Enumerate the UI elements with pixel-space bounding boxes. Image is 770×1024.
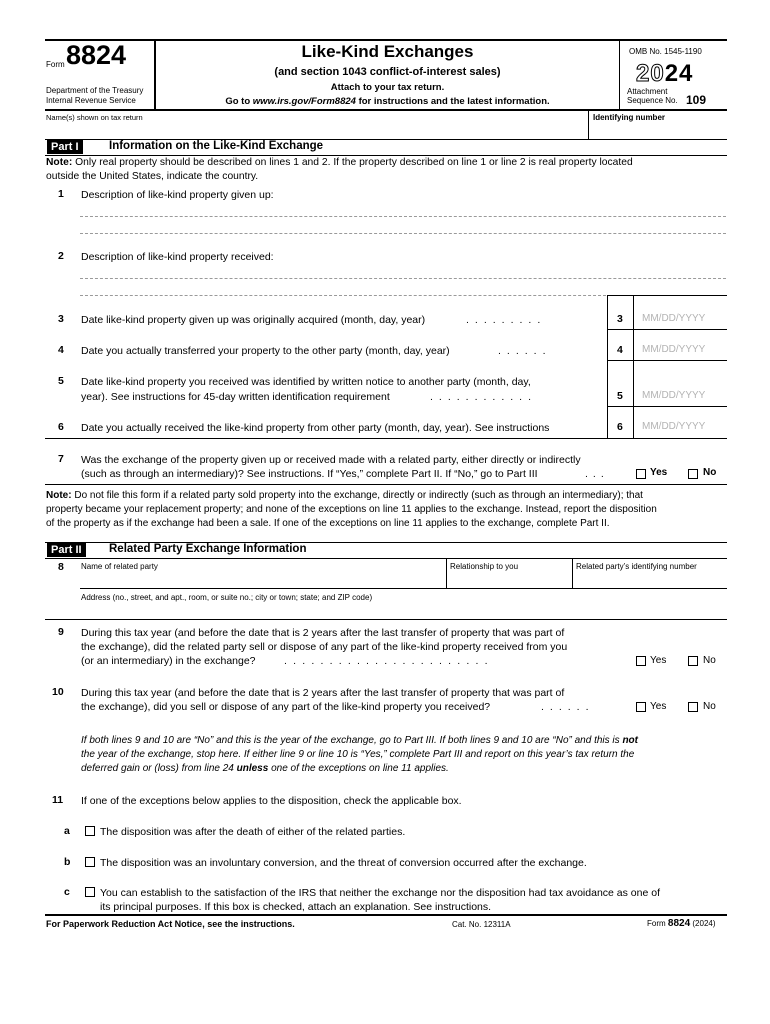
part2-instruction-3: deferred gain or (loss) from line 24 unless one of the exceptions on line 11 applies.	[81, 763, 449, 774]
part1-note2-line3: of the property as if the exchange had been a sale. If one of the exceptions on line 11 applies to the exchange, complete Part II.	[46, 518, 610, 529]
rule-line3-bottom	[607, 329, 727, 330]
names-label: Name(s) shown on tax return	[46, 113, 143, 122]
rule-top	[45, 39, 727, 41]
sequence-label: Sequence No.	[627, 96, 678, 105]
related-party-id-input[interactable]	[574, 573, 726, 587]
related-party-id-label: Related party’s identifying number	[576, 562, 697, 571]
line9-no-label: No	[703, 655, 716, 666]
line3-date-input[interactable]: MM/DD/YYYY	[642, 313, 706, 324]
tax-year-prefix: 20	[636, 60, 665, 87]
line1-number: 1	[58, 188, 64, 200]
date-column-left	[607, 295, 608, 438]
goto-instruction: Go to www.irs.gov/Form8824 for instructions and the latest information.	[225, 96, 550, 107]
line11b-text: The disposition was an involuntary conversion, and the threat of conversion occurred after the exchange.	[100, 857, 587, 869]
part1-title: Information on the Like-Kind Exchange	[109, 140, 324, 152]
form-number: 8824	[66, 40, 127, 70]
line9-number: 9	[58, 626, 64, 638]
line4-number: 4	[58, 344, 64, 356]
form-title: Like-Kind Exchanges	[301, 42, 474, 61]
line8-number: 8	[58, 561, 64, 573]
line5-number: 5	[58, 375, 64, 387]
line11c-checkbox[interactable]	[85, 887, 95, 897]
form-word: Form	[46, 60, 65, 69]
identifying-number-input[interactable]	[590, 122, 726, 138]
line11a-letter: a	[64, 825, 70, 837]
rule-line5-bottom	[607, 406, 727, 407]
part2-label: Part II	[47, 543, 86, 557]
line6-date-input[interactable]: MM/DD/YYYY	[642, 421, 706, 432]
relationship-input[interactable]	[448, 573, 570, 587]
line2-entry-1[interactable]	[80, 278, 726, 279]
related-party-name-label: Name of related party	[81, 562, 158, 571]
rule-header-bottom	[45, 109, 727, 111]
line7-leader: ...	[585, 468, 609, 480]
line4-date-input[interactable]: MM/DD/YYYY	[642, 344, 706, 355]
department: Department of the Treasury	[46, 86, 144, 95]
line6-number: 6	[58, 421, 64, 433]
line9-text-2: the exchange), did the related party sell or dispose of any part of the like-kind property received from you	[81, 641, 568, 653]
line7-no-label: No	[703, 467, 717, 478]
form-subtitle: (and section 1043 conflict-of-interest sales)	[274, 66, 501, 78]
rule-line3-top	[607, 295, 727, 296]
relationship-label: Relationship to you	[450, 562, 519, 571]
rule-line4-bottom	[607, 360, 727, 361]
line3-box-number: 3	[617, 313, 623, 325]
line10-yes-checkbox[interactable]	[636, 702, 646, 712]
footer-form-id: Form 8824 (2024)	[647, 918, 716, 929]
line8-divider-2	[572, 558, 573, 588]
line9-yes-label: Yes	[650, 655, 667, 666]
part1-note: Note: Only real property should be described on lines 1 and 2. If the property described on line 1 or line 2 is real property located	[46, 157, 633, 168]
line10-leader: ......	[541, 701, 595, 713]
line5-date-input[interactable]: MM/DD/YYYY	[642, 390, 706, 401]
line7-text-1: Was the exchange of the property given up or received made with a related party, either directly or indirectly	[81, 454, 581, 466]
line10-no-checkbox[interactable]	[688, 702, 698, 712]
line4-box-number: 4	[617, 344, 623, 356]
line7-no-checkbox[interactable]	[688, 469, 698, 479]
part2-instruction-2: the year of the exchange, stop here. If either line 9 or line 10 is “Yes,” complete Part III and report on this year’s tax return the	[81, 749, 635, 760]
line7-number: 7	[58, 453, 64, 465]
tax-year	[636, 60, 693, 88]
line4-text: Date you actually transferred your property to the other party (month, day, year)	[81, 345, 450, 357]
line3-number: 3	[58, 313, 64, 325]
line3-text: Date like-kind property given up was originally acquired (month, day, year)	[81, 314, 426, 326]
line11b-checkbox[interactable]	[85, 857, 95, 867]
part1-note2-line1: Note: Do not file this form if a related party sold property into the exchange, directly or indirectly (such as through an intermediary); that	[46, 490, 643, 501]
line9-yes-checkbox[interactable]	[636, 656, 646, 666]
line6-text: Date you actually received the like-kind property from other party (month, day, year). See instructions	[81, 422, 550, 434]
line6-box-number: 6	[617, 421, 623, 433]
attachment-label: Attachment	[627, 87, 668, 96]
header-divider-left	[154, 39, 156, 109]
line2-entry-2[interactable]	[80, 295, 606, 296]
line5-text-2: year). See instructions for 45-day written identification requirement	[81, 391, 390, 403]
line2-text: Description of like-kind property received:	[81, 251, 274, 263]
line3-leader: .........	[466, 314, 547, 326]
line10-text-2: the exchange), did you sell or dispose of any part of the like-kind property you received?	[81, 701, 491, 713]
line5-leader: ............	[430, 391, 538, 403]
address-label: Address (no., street, and apt., room, or suite no.; city or town; state; and ZIP code)	[81, 593, 373, 602]
line9-text-1: During this tax year (and before the date that is 2 years after the last transfer of property that was part of	[81, 627, 565, 639]
attach-instruction: Attach to your tax return.	[330, 82, 445, 93]
irs-url[interactable]: www.irs.gov/Form8824	[252, 96, 356, 107]
line11-text: If one of the exceptions below applies to the disposition, check the applicable box.	[81, 795, 462, 807]
line10-text-1: During this tax year (and before the date that is 2 years after the last transfer of property that was part of	[81, 687, 565, 699]
paperwork-notice: For Paperwork Reduction Act Notice, see the instructions.	[46, 919, 295, 929]
rule-footer	[45, 914, 727, 916]
header-divider-right	[619, 39, 620, 109]
line11a-text: The disposition was after the death of either of the related parties.	[100, 826, 406, 838]
line1-entry-2[interactable]	[80, 233, 726, 234]
rule-address-bottom	[45, 619, 727, 620]
line10-number: 10	[52, 686, 64, 698]
date-column-mid	[633, 295, 634, 438]
rule-line8-name-bottom	[80, 588, 727, 589]
line11c-letter: c	[64, 886, 70, 898]
line11-number: 11	[52, 794, 64, 806]
names-input[interactable]	[46, 122, 586, 138]
line9-text-3: (or an intermediary) in the exchange?	[81, 655, 256, 667]
rule-note2-top	[45, 484, 727, 485]
related-party-name-input[interactable]	[81, 573, 443, 587]
line7-yes-label: Yes	[650, 467, 668, 478]
address-input[interactable]	[81, 604, 726, 618]
names-divider	[588, 109, 589, 139]
rule-part2-title	[45, 558, 727, 559]
line1-text: Description of like-kind property given up:	[81, 189, 274, 201]
line10-yes-label: Yes	[650, 701, 667, 712]
part1-note2-line2: property became your replacement property; and none of the exceptions on line 11 applies to the exchange. Instead, report the disposition	[46, 504, 657, 515]
line9-leader: .......................	[284, 655, 494, 667]
part2-instruction-1: If both lines 9 and 10 are “No” and this is the year of the exchange, go to Part III. If both lines 9 and 10 are “No” and this is not	[81, 735, 638, 746]
line10-no-label: No	[703, 701, 716, 712]
line8-divider-1	[446, 558, 447, 588]
form-header	[0, 0, 770, 140]
part1-note-cont: outside the United States, indicate the country.	[46, 171, 259, 182]
line11a-checkbox[interactable]	[85, 826, 95, 836]
line7-yes-checkbox[interactable]	[636, 469, 646, 479]
line5-box-number: 5	[617, 390, 623, 402]
catalog-number: Cat. No. 12311A	[452, 920, 511, 929]
tax-year-suffix: 24	[664, 60, 694, 87]
line9-no-checkbox[interactable]	[688, 656, 698, 666]
line11b-letter: b	[64, 856, 71, 868]
line1-entry-1[interactable]	[80, 216, 726, 217]
line2-number: 2	[58, 250, 64, 262]
part1-label: Part I	[47, 140, 83, 154]
line7-text-2: (such as through an intermediary)? See instructions. If “Yes,” complete Part II. If “No,” go to Part III	[81, 468, 538, 480]
line11c-text-1: You can establish to the satisfaction of the IRS that neither the exchange nor the disposition had tax avoidance as one of	[100, 887, 660, 899]
line5-text-1: Date like-kind property you received was identified by written notice to another party (month, day,	[81, 376, 531, 388]
identifying-number-label: Identifying number	[593, 113, 665, 122]
sequence-number: 109	[686, 93, 707, 107]
service: Internal Revenue Service	[46, 96, 136, 105]
line11c-text-2: its principal purposes. If this box is checked, attach an explanation. See instructions.	[100, 901, 492, 913]
rule-line6-bottom	[45, 438, 727, 439]
part2-title: Related Party Exchange Information	[109, 543, 307, 555]
omb-number: OMB No. 1545-1190	[629, 47, 702, 56]
line4-leader: ......	[498, 345, 552, 357]
